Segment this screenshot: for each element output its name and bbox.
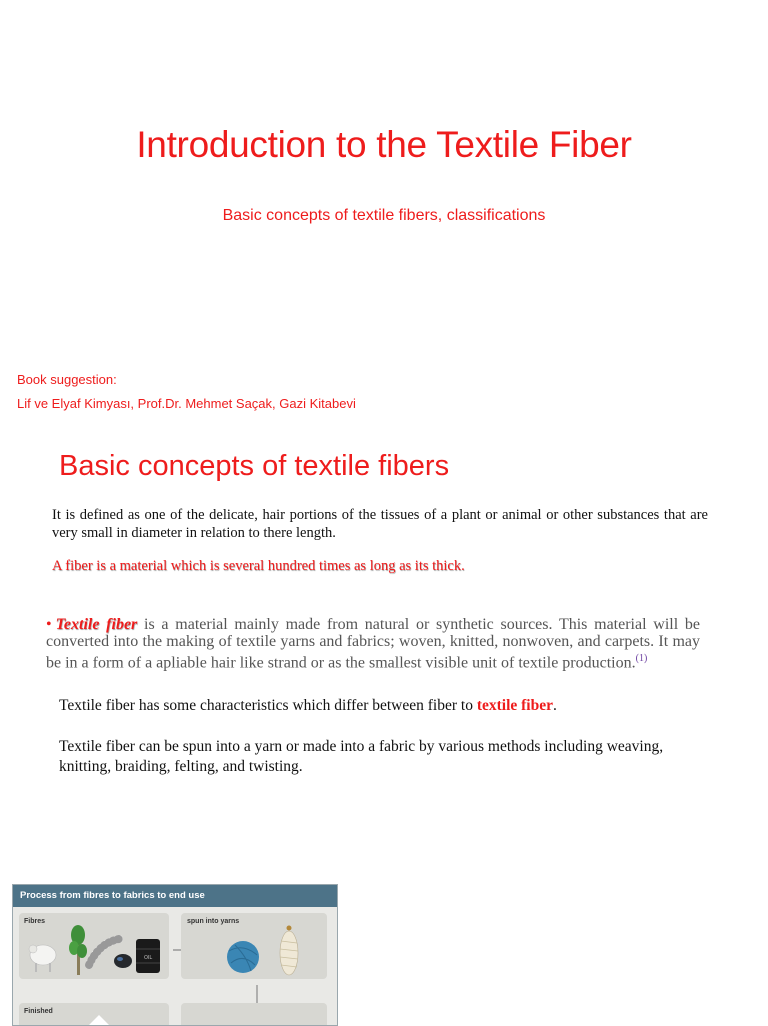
coal-icon: [114, 954, 132, 968]
fibres-panel: [19, 913, 169, 979]
characteristics-text: Textile fiber has some characteristics which differ between fiber to: [59, 697, 477, 714]
citation-marker: (1): [635, 653, 648, 664]
spun-yarns-label: spun into yarns: [187, 918, 240, 925]
sheep-icon: [29, 945, 56, 972]
svg-text:OIL: OIL: [144, 955, 153, 961]
section-heading: Basic concepts of textile fibers: [59, 450, 450, 482]
textile-fiber-bullet: [46, 616, 700, 671]
yarn-ball-icon: [227, 941, 259, 973]
fiber-ratio-statement: A fiber is a material which is several hundred times as long as its thick.: [52, 558, 465, 574]
oil-barrel-icon: [136, 939, 160, 973]
bullet-text: is a material mainly made from natural or synthetic sources. This material will be converted into the making of textile yarns and fabrics; woven, knitted, nonwoven, and carpets. It may be in a form of a apliable hair like strand or as the smallest visible unit of textile production.: [46, 616, 701, 672]
fibres-panel-label: Fibres: [24, 918, 46, 925]
next-stage-panel: [181, 1003, 327, 1026]
spun-yarns-panel: [181, 913, 327, 979]
characteristics-line: [59, 697, 557, 715]
bullet-marker: •: [46, 616, 52, 633]
characteristics-highlight: textile fiber: [476, 697, 553, 714]
yarns-illustration: [181, 913, 327, 979]
bullet-term: Textile fiber: [55, 616, 138, 633]
book-suggestion-label: Book suggestion:: [17, 372, 117, 387]
yarn-cone-icon: [280, 926, 298, 976]
tree-icon: [69, 925, 87, 975]
finished-panel-label: Finished: [24, 1008, 53, 1015]
spinning-methods-text: Textile fiber can be spun into a yarn or made into a fabric by various methods including weaving, knitting, braiding, felting, and twisting.: [59, 738, 664, 775]
book-reference: Lif ve Elyaf Kimyası, Prof.Dr. Mehmet Saçak, Gazi Kitabevi: [17, 396, 356, 411]
fibres-illustration: [19, 913, 169, 979]
characteristics-end: .: [553, 697, 557, 714]
fiber-definition: It is defined as one of the delicate, hair portions of the tissues of a plant or animal or other substances that are very small in diameter in relation to there length.: [52, 507, 708, 541]
diagram-header: Process from fibres to fabrics to end use: [13, 885, 337, 907]
fibre-process-diagram: [12, 884, 338, 1026]
finished-panel: [19, 1003, 169, 1026]
slide-subtitle: Basic concepts of textile fibers, classifications: [222, 207, 546, 224]
slide-title: Introduction to the Textile Fiber: [136, 124, 632, 165]
